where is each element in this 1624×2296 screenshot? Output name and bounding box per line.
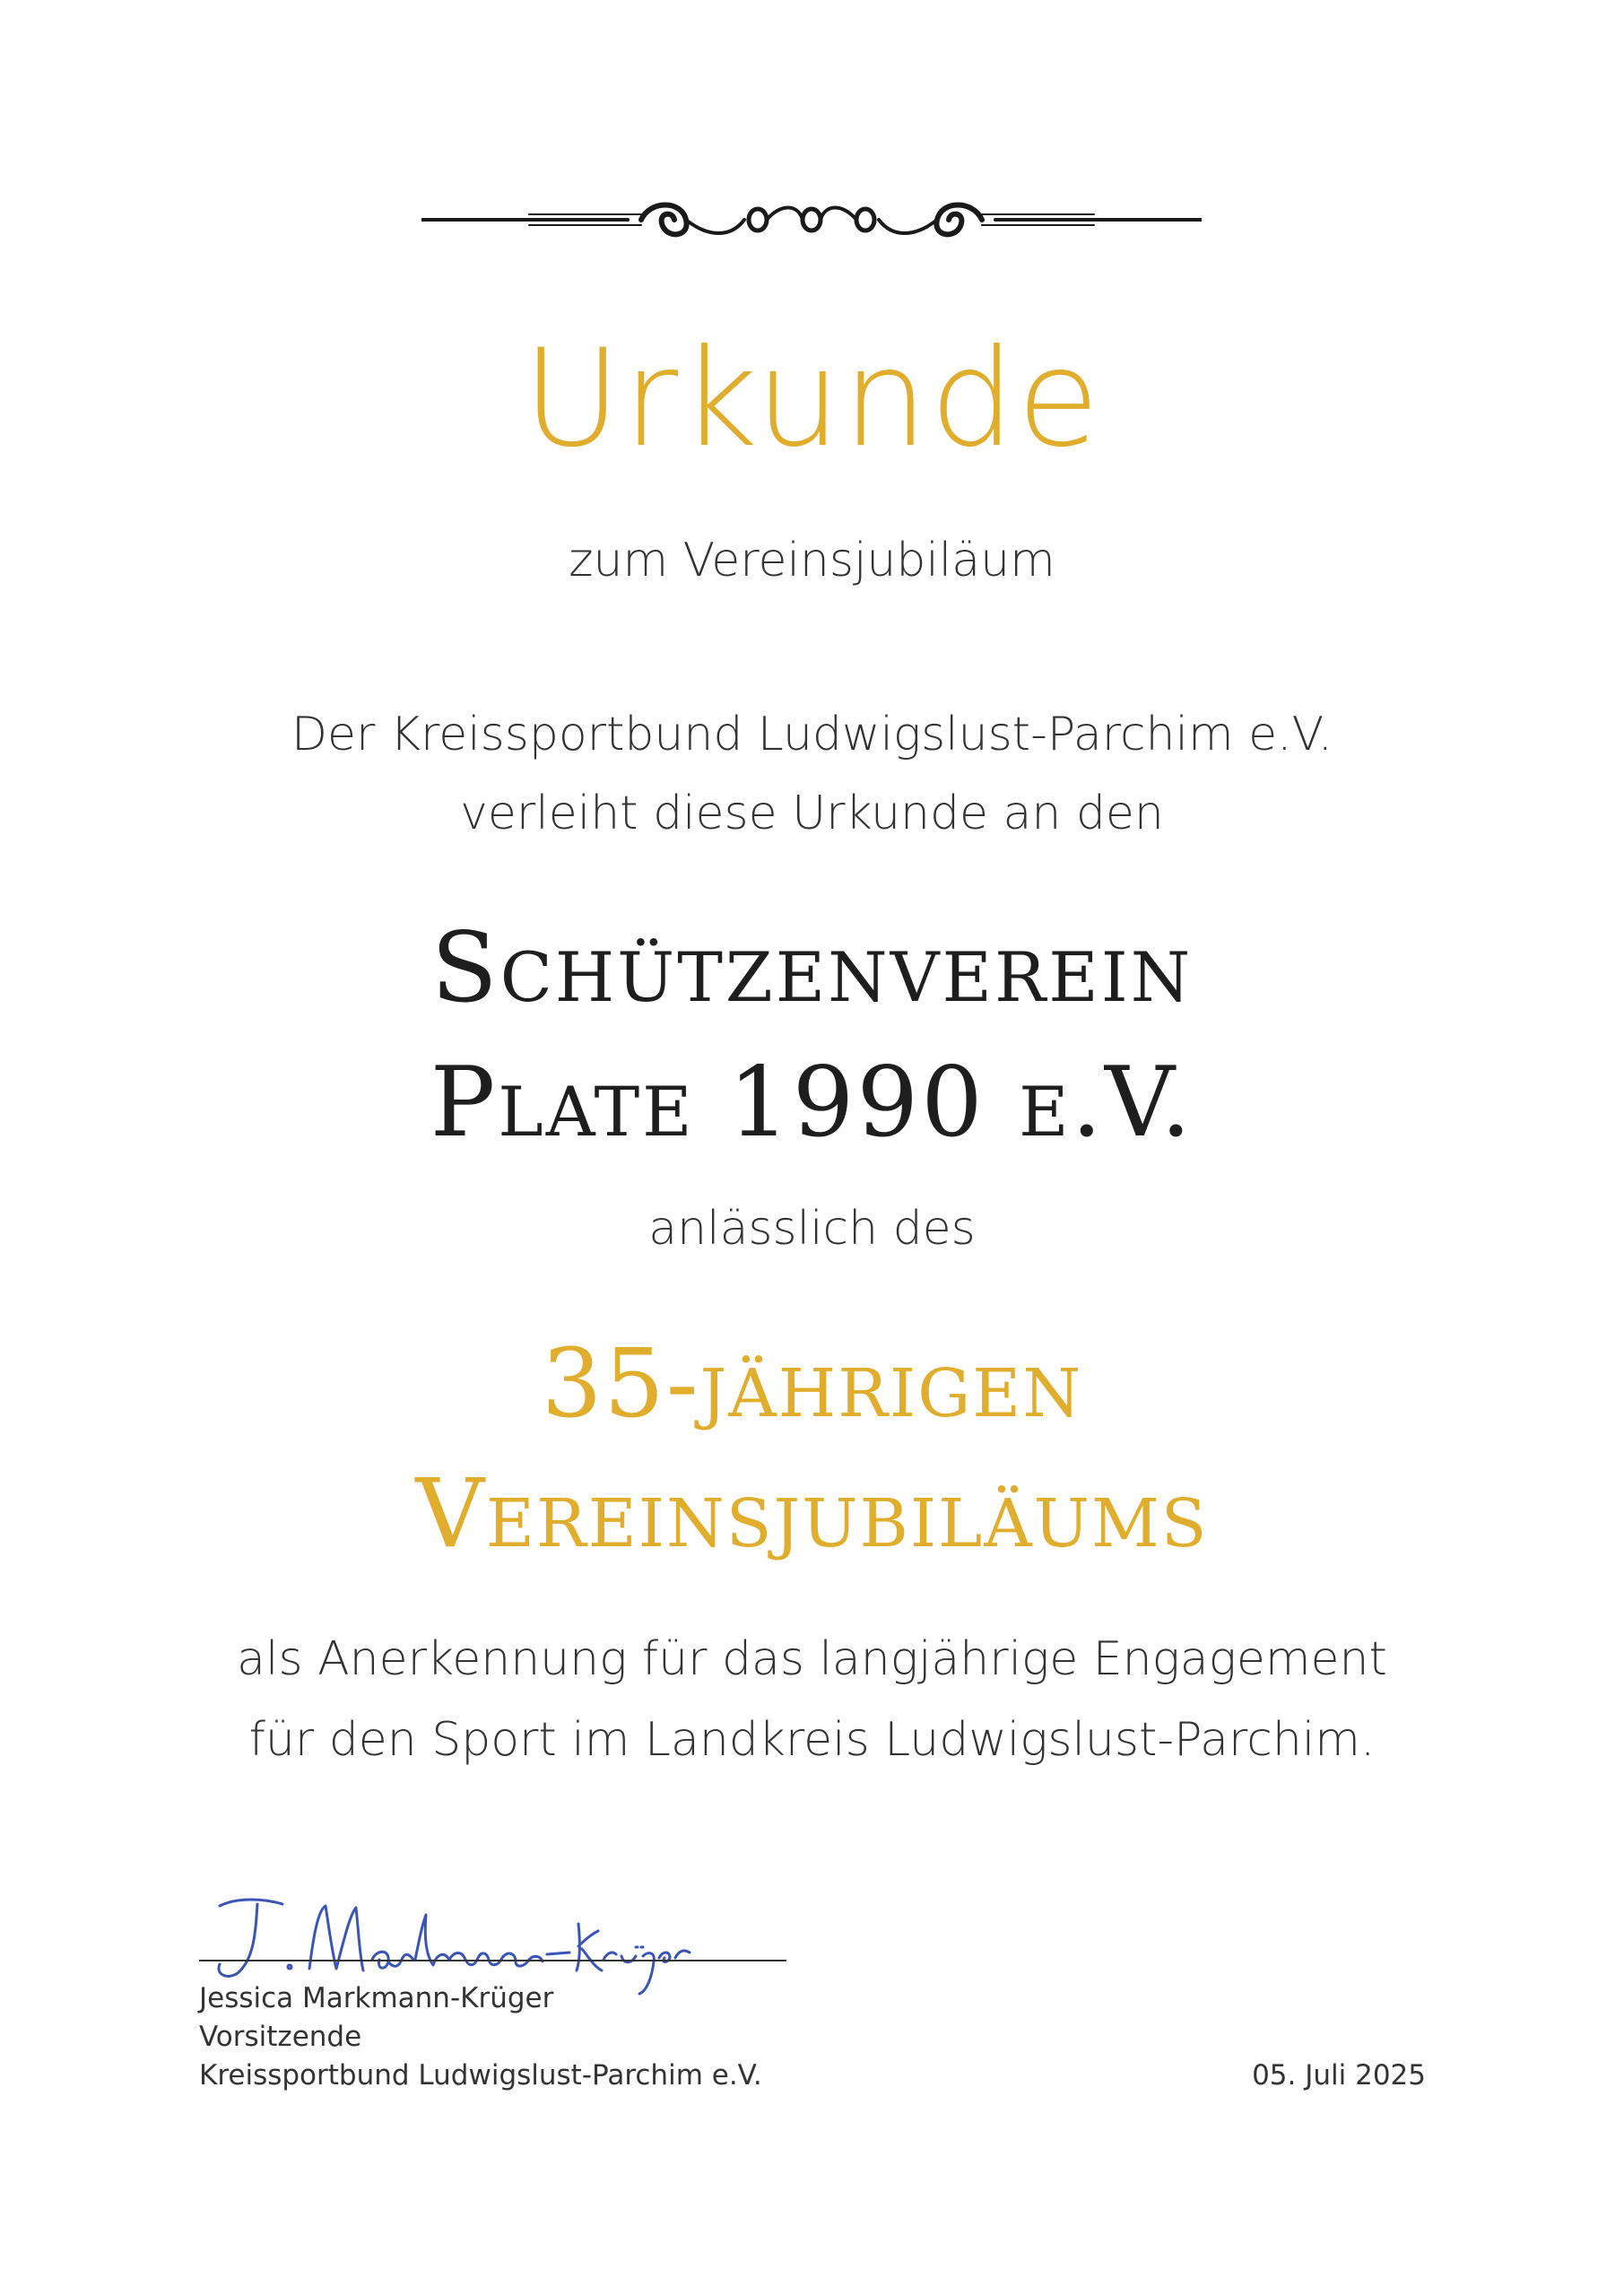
recognition-line: für den Sport im Landkreis Ludwigslust-Parchim. — [248, 1713, 1376, 1767]
decorative-divider-ornament — [421, 193, 1202, 247]
intro-text — [0, 695, 1624, 853]
signature-line — [199, 1960, 786, 1961]
jubilee-line: Vereinsjubiläums — [415, 1458, 1209, 1569]
certificate-title: Urkunde — [522, 321, 1102, 477]
certificate-subtitle: zum Vereinsjubiläum — [569, 534, 1055, 587]
recipient-club-name — [0, 901, 1624, 1170]
intro-line: verleiht diese Urkunde an den — [460, 787, 1164, 840]
jubilee-heading — [0, 1318, 1624, 1578]
occasion-text: anlässlich des — [648, 1202, 976, 1256]
signer-name: Jessica Markmann-Krüger — [199, 1982, 554, 2014]
intro-line: Der Kreissportbund Ludwigslust-Parchim e.V. — [291, 708, 1333, 761]
issue-date: 05. Juli 2025 — [1252, 2059, 1426, 2092]
signer-organization: Kreissportbund Ludwigslust-Parchim e.V. — [199, 2059, 762, 2092]
recognition-line: als Anerkennung für das langjährige Engagement — [237, 1632, 1387, 1686]
club-name-line: Plate 1990 e.V. — [430, 1047, 1194, 1159]
jubilee-line: 35-jährigen — [541, 1328, 1083, 1439]
signer-role: Vorsitzende — [199, 2021, 362, 2053]
recognition-text — [0, 1619, 1624, 1780]
club-name-line: Schützenverein — [430, 912, 1194, 1024]
signer-block — [199, 1979, 762, 2095]
